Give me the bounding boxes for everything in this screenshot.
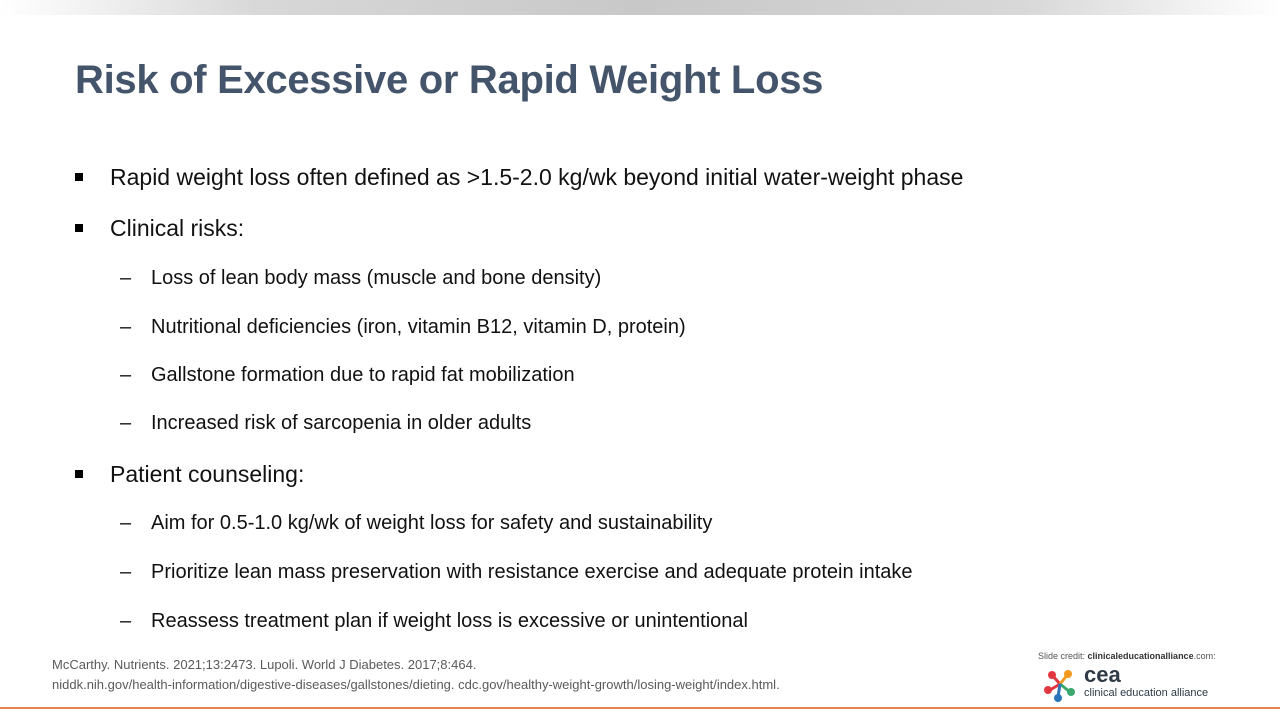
dash-bullet-icon: – <box>120 561 132 583</box>
cea-molecule-icon <box>1042 666 1078 702</box>
square-bullet-icon <box>75 173 83 181</box>
sub-bullet-text: Increased risk of sarcopenia in older adults <box>151 412 532 434</box>
dash-bullet-icon: – <box>120 512 132 534</box>
square-bullet-icon <box>75 470 83 478</box>
dash-bullet-icon: – <box>120 267 132 289</box>
sub-bullet-text: Nutritional deficiencies (iron, vitamin B12, vitamin D, protein) <box>151 316 686 338</box>
logo-tagline: clinical education alliance <box>1084 687 1209 699</box>
reference-line: McCarthy. Nutrients. 2021;13:2473. Lupoli. World J Diabetes. 2017;8:464. <box>52 657 477 672</box>
sub-bullet-text: Prioritize lean mass preservation with resistance exercise and adequate protein intake <box>151 561 913 583</box>
reference-line: niddk.nih.gov/health-information/digestive-diseases/gallstones/dieting. cdc.gov/healthy-weight-growth/losing-weight/index.html. <box>52 677 780 692</box>
credit-prefix: Slide credit: <box>1038 651 1088 661</box>
references <box>52 655 780 695</box>
dash-bullet-icon: – <box>120 364 132 386</box>
sub-bullet-text: Reassess treatment plan if weight loss is excessive or unintentional <box>151 610 748 632</box>
dash-bullet-icon: – <box>120 412 132 434</box>
credit-suffix: .com: <box>1193 651 1216 661</box>
slide-title: Risk of Excessive or Rapid Weight Loss <box>75 58 824 102</box>
dash-bullet-icon: – <box>120 316 132 338</box>
sub-bullet-text: Gallstone formation due to rapid fat mobilization <box>151 364 575 386</box>
top-gradient-bar <box>0 0 1280 15</box>
credit-domain: clinicaleducationalliance <box>1087 651 1194 661</box>
bottom-accent-line <box>0 707 1280 709</box>
cea-logo <box>1040 664 1230 704</box>
slide-credit <box>1038 651 1216 661</box>
square-bullet-icon <box>75 224 83 232</box>
sub-bullet-text: Aim for 0.5-1.0 kg/wk of weight loss for safety and sustainability <box>151 512 713 534</box>
bullet-text: Clinical risks: <box>110 215 245 241</box>
bullet-text: Patient counseling: <box>110 461 305 487</box>
bullet-text: Rapid weight loss often defined as >1.5-2.0 kg/wk beyond initial water-weight phase <box>110 164 964 190</box>
dash-bullet-icon: – <box>120 610 132 632</box>
sub-bullet-text: Loss of lean body mass (muscle and bone density) <box>151 267 602 289</box>
logo-wordmark: cea <box>1084 662 1121 687</box>
